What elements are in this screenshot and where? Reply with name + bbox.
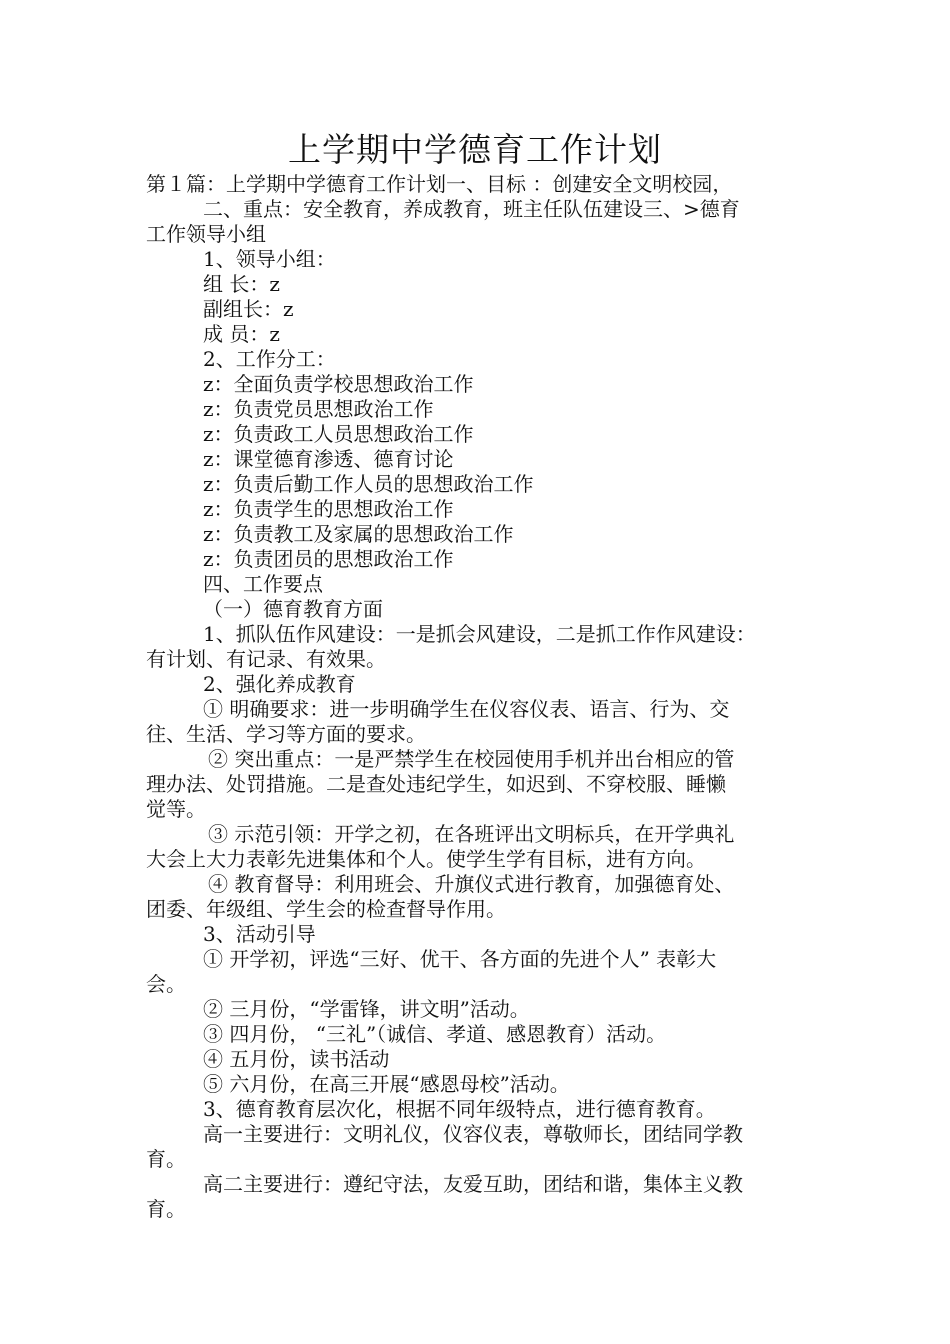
text-line: z：负责后勤工作人员的思想政治工作 <box>203 472 534 496</box>
text-line: z：课堂德育渗透、德育讨论 <box>203 447 454 471</box>
document-title: 上学期中学德育工作计划 <box>288 130 662 169</box>
text-line: 3、德育教育层次化，根据不同年级特点，进行德育教育。 <box>203 1097 716 1121</box>
text-line: 二、重点：安全教育，养成教育，班主任队伍建设三、>德育 <box>203 197 740 221</box>
text-line: 理办法、处罚措施。二是查处违纪学生，如迟到、不穿校服、睡懒 <box>146 772 726 796</box>
text-line: 2、强化养成教育 <box>203 672 356 696</box>
text-line: 1、抓队伍作风建设：一是抓会风建设，二是抓工作作风建设： <box>203 622 756 646</box>
text-line: 第１篇：上学期中学德育工作计划一、目标 ：创建安全文明校园， <box>146 172 733 196</box>
text-line: 四、工作要点 <box>203 572 323 596</box>
text-line: ④ 五月份，读书活动 <box>203 1047 390 1071</box>
text-line: 觉等。 <box>146 797 206 821</box>
text-line: 成 员：z <box>203 322 280 346</box>
text-line: 高二主要进行：遵纪守法，友爱互助，团结和谐，集体主义教 <box>203 1172 743 1196</box>
text-line: 会。 <box>146 972 186 996</box>
text-line: ③ 四月份， “三礼”（诚信、孝道、感恩教育）活动。 <box>203 1022 667 1046</box>
text-line: （一）德育教育方面 <box>203 597 383 621</box>
text-line: z：负责党员思想政治工作 <box>203 397 434 421</box>
text-line: 大会上大力表彰先进集体和个人。使学生学有目标，进有方向。 <box>146 847 706 871</box>
text-line: z：负责团员的思想政治工作 <box>203 547 454 571</box>
text-line: ④ 教育督导：利用班会、升旗仪式进行教育，加强德育处、 <box>208 872 735 896</box>
text-line: 高一主要进行：文明礼仪，仪容仪表，尊敬师长，团结同学教 <box>203 1122 743 1146</box>
text-line: z：全面负责学校思想政治工作 <box>203 372 474 396</box>
text-line: 育。 <box>146 1147 186 1171</box>
text-line: z：负责教工及家属的思想政治工作 <box>203 522 514 546</box>
text-line: 团委、年级组、学生会的检查督导作用。 <box>146 897 506 921</box>
text-line: ③ 示范引领：开学之初，在各班评出文明标兵，在开学典礼 <box>208 822 735 846</box>
text-line: 工作领导小组 <box>146 222 266 246</box>
text-line: 副组长：z <box>203 297 294 321</box>
text-line: 3、活动引导 <box>203 922 316 946</box>
text-line: ② 三月份，“学雷锋，讲文明”活动。 <box>203 997 530 1021</box>
text-line: ② 突出重点：一是严禁学生在校园使用手机并出台相应的管 <box>208 747 735 771</box>
text-line: ① 开学初，评选“三好、优干、各方面的先进个人” 表彰大 <box>203 947 717 971</box>
text-line: ⑤ 六月份，在高三开展“感恩母校”活动。 <box>203 1072 570 1096</box>
text-line: 育。 <box>146 1197 186 1221</box>
text-line: 2、工作分工： <box>203 347 336 371</box>
text-line: 1、领导小组： <box>203 247 336 271</box>
text-line: 往、生活、学习等方面的要求。 <box>146 722 426 746</box>
text-line: z：负责学生的思想政治工作 <box>203 497 454 521</box>
text-line: 有计划、有记录、有效果。 <box>146 647 386 671</box>
document-body <box>146 172 810 1222</box>
text-line: ① 明确要求：进一步明确学生在仪容仪表、语言、行为、交 <box>203 697 730 721</box>
text-line: z：负责政工人员思想政治工作 <box>203 422 474 446</box>
text-line: 组 长：z <box>203 272 280 296</box>
